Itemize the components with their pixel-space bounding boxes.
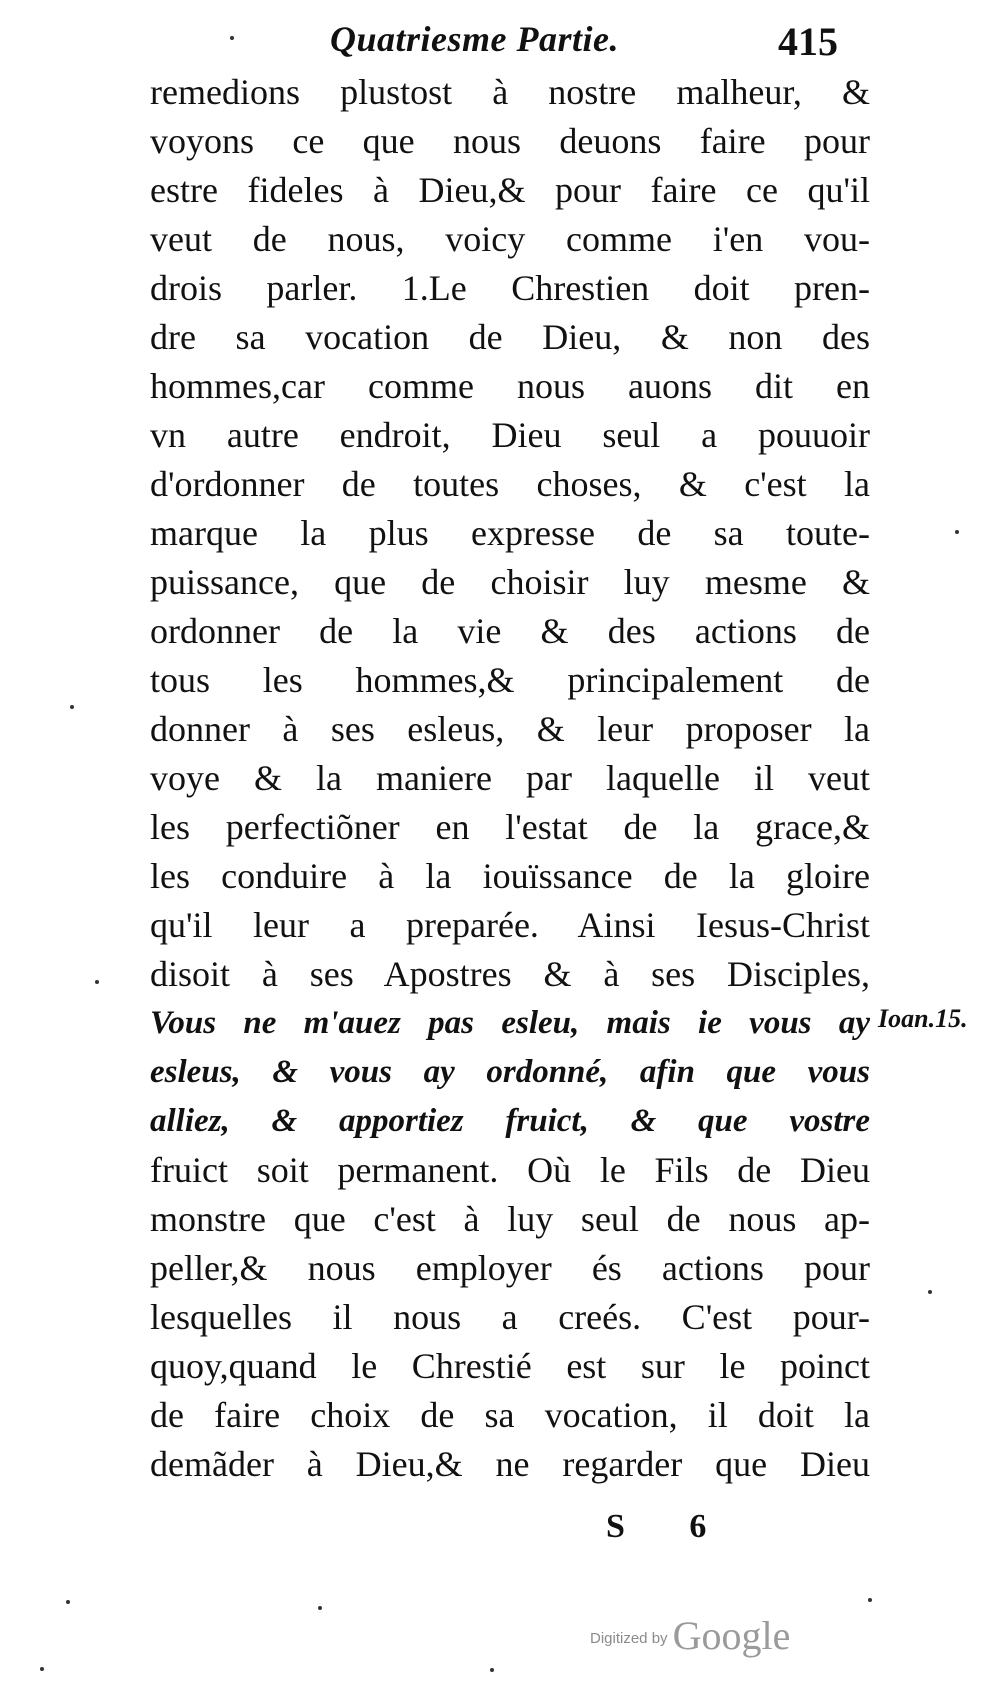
scan-speck <box>490 1668 494 1672</box>
text-line: les perfectiõner en l'estat de la grace,& <box>150 807 870 847</box>
scan-speck <box>40 1667 44 1671</box>
digitized-prefix: Digitized by <box>590 1630 668 1647</box>
text-line: monstre que c'est à luy seul de nous ap- <box>150 1199 870 1239</box>
scan-speck <box>318 1606 322 1610</box>
text-line: vn autre endroit, Dieu seul a pouuoir <box>150 415 870 455</box>
scan-speck <box>955 530 959 534</box>
scan-speck <box>868 1598 872 1602</box>
text-line: dre sa vocation de Dieu, & non des <box>150 317 870 357</box>
text-line: drois parler. 1.Le Chrestien doit pren- <box>150 268 870 308</box>
text-line: tous les hommes,& principalement de <box>150 660 870 700</box>
text-line: peller,& nous employer és actions pour <box>150 1248 870 1288</box>
scan-speck <box>95 980 99 984</box>
scan-speck <box>230 36 234 40</box>
text-line: quoy,quand le Chrestié est sur le poinct <box>150 1346 870 1386</box>
text-line: fruict soit permanent. Où le Fils de Dieu <box>150 1150 870 1190</box>
signature-mark: S 6 <box>606 1508 735 1545</box>
text-line: voyons ce que nous deuons faire pour <box>150 121 870 161</box>
text-line: veut de nous, voicy comme i'en vou- <box>150 219 870 259</box>
text-line: marque la plus expresse de sa toute- <box>150 513 870 553</box>
text-line: qu'il leur a preparée. Ainsi Iesus-Christ <box>150 905 870 945</box>
running-title: Quatriesme Partie. <box>330 19 619 59</box>
text-line: disoit à ses Apostres & à ses Disciples, <box>150 954 870 994</box>
scan-speck <box>66 1600 70 1604</box>
margin-note: Ioan.15. <box>878 1004 968 1033</box>
text-line: les conduire à la iouïssance de la gloire <box>150 856 870 896</box>
text-line: voye & la maniere par laquelle il veut <box>150 758 870 798</box>
text-line: de faire choix de sa vocation, il doit la <box>150 1395 870 1435</box>
text-line: demãder à Dieu,& ne regarder que Dieu <box>150 1444 870 1484</box>
text-line: hommes,car comme nous auons dit en <box>150 366 870 406</box>
text-line: lesquelles il nous a creés. C'est pour- <box>150 1297 870 1337</box>
text-line: ordonner de la vie & des actions de <box>150 611 870 651</box>
text-line: esleus, & vous ay ordonné, afin que vous <box>150 1054 870 1090</box>
body-text <box>150 68 870 1489</box>
digitized-watermark <box>590 1612 790 1659</box>
page-number: 415 <box>778 19 838 64</box>
google-logo: Google <box>672 1613 791 1658</box>
text-line: puissance, que de choisir luy mesme & <box>150 562 870 602</box>
text-line: donner à ses esleus, & leur proposer la <box>150 709 870 749</box>
text-line: alliez, & apportiez fruict, & que vostre <box>150 1103 870 1139</box>
text-line: remedions plustost à nostre malheur, & <box>150 72 870 112</box>
text-line: d'ordonner de toutes choses, & c'est la <box>150 464 870 504</box>
scan-speck <box>70 705 74 709</box>
text-line: Vous ne m'auez pas esleu, mais ie vous ay <box>150 1005 870 1041</box>
scan-speck <box>928 1290 932 1294</box>
text-line: estre fideles à Dieu,& pour faire ce qu'il <box>150 170 870 210</box>
